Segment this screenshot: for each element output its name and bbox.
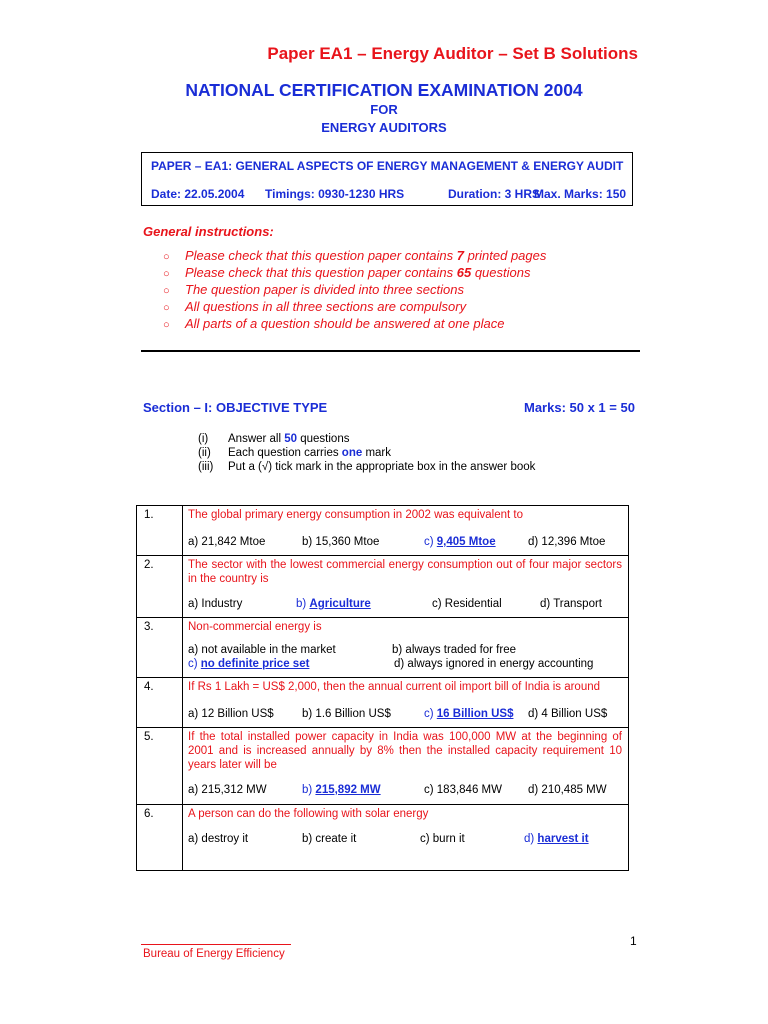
instruction-highlight: one [341, 447, 363, 459]
question-number: 2. [137, 556, 183, 618]
instruction-text: Each question carries [228, 447, 342, 459]
correct-answer-text: harvest it [537, 833, 589, 845]
question-cell [183, 506, 629, 556]
option-label: d) 210,485 MW [528, 784, 607, 796]
roman-numeral: (iii) [198, 461, 214, 473]
correct-answer-text: 16 Billion US$ [436, 708, 514, 720]
question-options [188, 598, 622, 614]
option [424, 536, 496, 548]
question-cell [183, 678, 629, 728]
exam-duration: Duration: 3 HRS [448, 187, 541, 201]
exam-title: NATIONAL CERTIFICATION EXAMINATION 2004 [185, 80, 583, 100]
question-cell [183, 556, 629, 618]
question-number: 4. [137, 678, 183, 728]
question-text: Non-commercial energy is [188, 621, 322, 633]
option [188, 598, 242, 610]
question-number: 6. [137, 805, 183, 871]
option [432, 598, 502, 610]
exam-for-label: FOR [370, 102, 398, 117]
bullet-icon: ○ [163, 285, 170, 297]
option [528, 536, 605, 548]
question-number: 5. [137, 728, 183, 805]
section-marks: Marks: 50 x 1 = 50 [524, 400, 635, 415]
option-label: b) [302, 784, 316, 796]
option [392, 644, 516, 656]
instruction-text: Put a (√) tick mark in the appropriate box in the answer book [228, 461, 536, 473]
option-label: c) [188, 658, 201, 670]
option [420, 833, 465, 845]
horizontal-divider [141, 350, 640, 352]
option-label: d) 4 Billion US$ [528, 708, 608, 720]
option-label: a) not available in the market [188, 644, 336, 656]
option-label: d) Transport [540, 598, 602, 610]
option [302, 708, 391, 720]
roman-numeral: (i) [198, 433, 209, 445]
section-instruction [198, 461, 535, 473]
correct-answer-text: Agriculture [309, 598, 371, 610]
table-row [137, 618, 629, 678]
table-row [137, 506, 629, 556]
instruction-highlight: 50 [284, 433, 298, 445]
general-instructions-title: General instructions: [143, 224, 274, 239]
option [524, 833, 589, 845]
correct-answer [201, 658, 310, 670]
instruction-text-suffix: questions [297, 433, 350, 445]
option [394, 658, 593, 670]
option [188, 536, 265, 548]
table-row [137, 728, 629, 805]
instruction-text-suffix: printed pages [463, 248, 547, 263]
exam-timings: Timings: 0930-1230 HRS [265, 187, 405, 201]
paper-name: PAPER – EA1: GENERAL ASPECTS OF ENERGY MANAGEMENT & ENERGY AUDIT [151, 159, 624, 173]
bullet-icon: ○ [163, 268, 170, 280]
option [540, 598, 602, 610]
instruction-text-suffix: questions [471, 265, 531, 280]
table-row [137, 678, 629, 728]
section-title: Section – I: OBJECTIVE TYPE [143, 400, 328, 415]
section-instruction [198, 433, 349, 445]
instruction-number: 7 [456, 248, 464, 263]
bullet-icon: ○ [163, 251, 170, 263]
option [528, 784, 607, 796]
question-cell [183, 618, 629, 678]
option-label: a) 12 Billion US$ [188, 708, 274, 720]
question-options [188, 536, 622, 552]
instruction-text-suffix: mark [362, 447, 391, 459]
correct-answer-text: no definite price set [200, 658, 310, 670]
question-cell [183, 805, 629, 871]
option [296, 598, 371, 610]
instruction-item [163, 248, 546, 263]
question-number: 1. [137, 506, 183, 556]
instruction-text: Answer all [228, 433, 285, 445]
option-label: a) destroy it [188, 833, 249, 845]
option-label: a) 215,312 MW [188, 784, 267, 796]
option-label: b) always traded for free [392, 644, 517, 656]
question-text: If the total installed power capacity in India was 100,000 MW at the beginning of 2001 and is increased annually by 8% then the installed capacity requirement 10 years later will be [188, 731, 622, 771]
option-label: d) always ignored in energy accounting [394, 658, 594, 670]
table-row [137, 556, 629, 618]
option-label: d) [524, 833, 538, 845]
instruction-text: Please check that this question paper contains [185, 248, 457, 263]
option-label: c) 183,846 MW [424, 784, 502, 796]
correct-answer [315, 784, 380, 796]
question-text: The sector with the lowest commercial energy consumption out of four major sectors in the country is [188, 559, 622, 585]
roman-numeral: (ii) [198, 447, 211, 459]
instruction-text: Please check that this question paper contains [185, 265, 457, 280]
question-text: A person can do the following with solar energy [188, 808, 429, 820]
option-label: a) Industry [188, 598, 243, 610]
option-label: b) [296, 598, 310, 610]
question-text: The global primary energy consumption in 2002 was equivalent to [188, 509, 523, 521]
instruction-text: The question paper is divided into three sections [185, 282, 464, 297]
option-label: b) create it [302, 833, 357, 845]
option-label: b) 15,360 Mtoe [302, 536, 380, 548]
option-label: c) [424, 708, 437, 720]
correct-answer [309, 598, 370, 610]
option [302, 833, 356, 845]
footer-organization: Bureau of Energy Efficiency [143, 948, 285, 960]
page-number: 1 [630, 934, 637, 948]
instruction-text: All questions in all three sections are compulsory [185, 299, 467, 314]
option-label: c) burn it [420, 833, 465, 845]
exam-audience: ENERGY AUDITORS [321, 120, 447, 135]
document-header-title: Paper EA1 – Energy Auditor – Set B Solutions [267, 44, 638, 63]
option [424, 708, 513, 720]
option [188, 833, 248, 845]
instruction-item [163, 299, 466, 314]
option [424, 784, 502, 796]
correct-answer [437, 536, 496, 548]
option [188, 784, 267, 796]
option-label: c) [424, 536, 437, 548]
option [302, 784, 381, 796]
question-text: If Rs 1 Lakh = US$ 2,000, then the annual current oil import bill of India is around [188, 681, 601, 693]
instruction-number: 65 [456, 265, 472, 280]
question-options [188, 833, 622, 849]
option [302, 536, 379, 548]
question-cell [183, 728, 629, 805]
max-marks: Max. Marks: 150 [534, 187, 627, 201]
option-label: c) Residential [432, 598, 502, 610]
instruction-item [163, 265, 530, 280]
instruction-item [163, 282, 464, 297]
correct-answer [537, 833, 588, 845]
question-options [188, 784, 622, 800]
option [188, 708, 274, 720]
exam-date: Date: 22.05.2004 [151, 187, 245, 201]
bullet-icon: ○ [163, 302, 170, 314]
bullet-icon: ○ [163, 319, 170, 331]
option-label: d) 12,396 Mtoe [528, 536, 606, 548]
correct-answer-text: 9,405 Mtoe [436, 536, 496, 548]
question-options [188, 644, 622, 674]
option-label: a) 21,842 Mtoe [188, 536, 266, 548]
paper-info-box [141, 152, 633, 206]
option [188, 658, 309, 670]
section-instruction [198, 447, 391, 459]
option-label: b) 1.6 Billion US$ [302, 708, 391, 720]
correct-answer-text: 215,892 MW [315, 784, 381, 796]
question-options [188, 708, 622, 724]
option [188, 644, 336, 656]
footer-divider [141, 944, 291, 945]
table-row [137, 805, 629, 871]
option [528, 708, 607, 720]
questions-table [136, 505, 629, 871]
instruction-text: All parts of a question should be answered at one place [185, 316, 505, 331]
question-number: 3. [137, 618, 183, 678]
instruction-item [163, 316, 504, 331]
correct-answer [437, 708, 514, 720]
